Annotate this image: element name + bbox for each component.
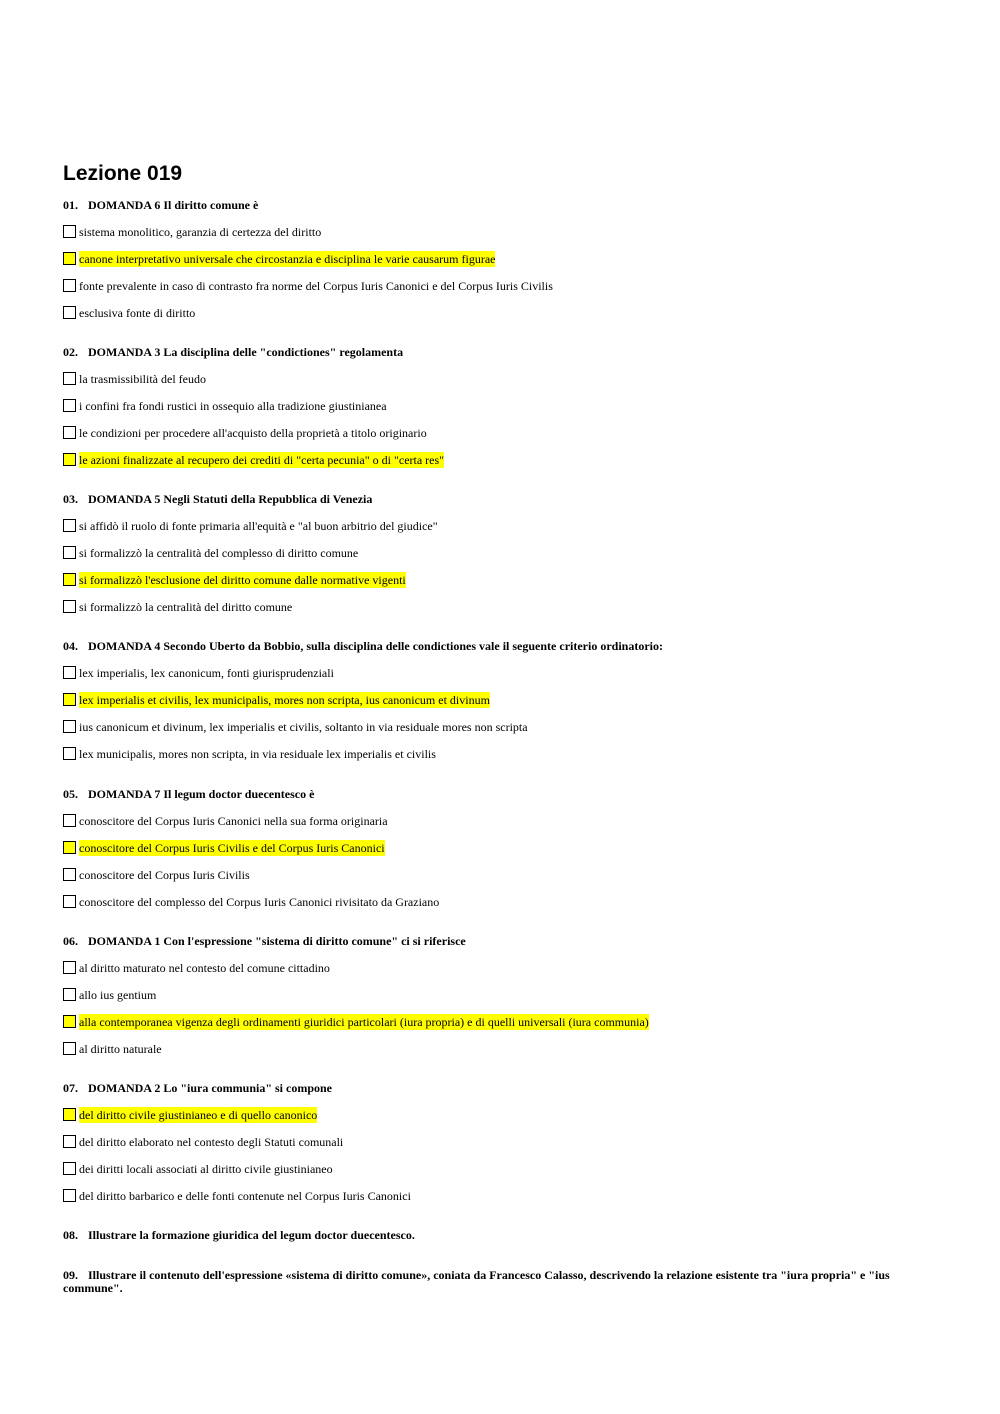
answer-option-correct[interactable] bbox=[63, 1106, 943, 1123]
question-number: 05. bbox=[63, 787, 78, 801]
answer-label: sistema monolitico, garanzia di certezza del diritto bbox=[79, 224, 322, 239]
question-block bbox=[63, 492, 943, 625]
question-heading bbox=[63, 639, 943, 653]
answer-checkbox[interactable] bbox=[63, 1189, 76, 1202]
answer-label: conoscitore del Corpus Iuris Canonici nella sua forma originaria bbox=[79, 813, 388, 828]
answer-option-correct[interactable] bbox=[63, 839, 943, 856]
answer-checkbox[interactable] bbox=[63, 426, 76, 439]
answer-checkbox[interactable] bbox=[63, 225, 76, 238]
answer-label: fonte prevalente in caso di contrasto fra norme del Corpus Iuris Canonici e del Corpus Iuris Civilis bbox=[79, 278, 553, 293]
answer-label: alla contemporanea vigenza degli ordinamenti giuridici particolari (iura propria) e di quelli universali (iura communia) bbox=[79, 1014, 649, 1029]
answer-option[interactable] bbox=[63, 598, 943, 615]
answer-option[interactable] bbox=[63, 544, 943, 561]
question-block bbox=[63, 198, 943, 331]
answer-checkbox[interactable] bbox=[63, 747, 76, 760]
answer-checkbox[interactable] bbox=[63, 306, 76, 319]
question-text: DOMANDA 6 Il diritto comune è bbox=[88, 198, 259, 212]
answer-label: al diritto naturale bbox=[79, 1041, 162, 1056]
answer-option[interactable] bbox=[63, 397, 943, 414]
answer-option[interactable] bbox=[63, 370, 943, 387]
answer-option[interactable] bbox=[63, 1040, 943, 1057]
answer-checkbox[interactable] bbox=[63, 372, 76, 385]
answer-options bbox=[63, 1106, 943, 1204]
answer-label: conoscitore del complesso del Corpus Iuris Canonici rivisitato da Graziano bbox=[79, 894, 440, 909]
answer-option[interactable] bbox=[63, 745, 943, 762]
answer-checkbox[interactable] bbox=[63, 279, 76, 292]
question-text: DOMANDA 4 Secondo Uberto da Bobbio, sulla disciplina delle condictiones vale il seguente criterio ordinatorio: bbox=[88, 639, 663, 653]
answer-label: al diritto maturato nel contesto del comune cittadino bbox=[79, 960, 330, 975]
answer-label: conoscitore del Corpus Iuris Civilis bbox=[79, 867, 250, 882]
question-block bbox=[63, 639, 943, 772]
answer-checkbox[interactable] bbox=[63, 399, 76, 412]
answer-checkbox[interactable] bbox=[63, 1162, 76, 1175]
question-number: 09. bbox=[63, 1268, 78, 1282]
answer-option[interactable] bbox=[63, 959, 943, 976]
question-heading bbox=[63, 934, 943, 948]
open-question bbox=[63, 1229, 943, 1242]
question-text: Illustrare il contenuto dell'espressione «sistema di diritto comune», coniata da Francesco Calasso, descrivendo la relazione esistente tra "iura propria" e "ius commune". bbox=[63, 1268, 890, 1295]
answer-option[interactable] bbox=[63, 424, 943, 441]
question-block bbox=[63, 787, 943, 920]
answer-option[interactable] bbox=[63, 517, 943, 534]
answer-option[interactable] bbox=[63, 664, 943, 681]
answer-options bbox=[63, 223, 943, 321]
answer-checkbox[interactable] bbox=[63, 1015, 76, 1028]
question-number: 06. bbox=[63, 934, 78, 948]
answer-label: lex imperialis et civilis, lex municipalis, mores non scripta, ius canonicum et divinum bbox=[79, 692, 490, 707]
answer-option-correct[interactable] bbox=[63, 691, 943, 708]
answer-options bbox=[63, 812, 943, 910]
answer-option[interactable] bbox=[63, 986, 943, 1003]
answer-checkbox[interactable] bbox=[63, 1042, 76, 1055]
question-text: Illustrare la formazione giuridica del legum doctor duecentesco. bbox=[88, 1228, 415, 1242]
answer-checkbox[interactable] bbox=[63, 814, 76, 827]
question-number: 03. bbox=[63, 492, 78, 506]
question-heading bbox=[63, 787, 943, 801]
answer-checkbox[interactable] bbox=[63, 546, 76, 559]
answer-checkbox[interactable] bbox=[63, 519, 76, 532]
question-number: 02. bbox=[63, 345, 78, 359]
answer-option[interactable] bbox=[63, 304, 943, 321]
answer-options bbox=[63, 370, 943, 468]
question-text: DOMANDA 5 Negli Statuti della Repubblica di Venezia bbox=[88, 492, 373, 506]
answer-label: canone interpretativo universale che circostanzia e disciplina le varie causarum figurae bbox=[79, 251, 496, 266]
answer-checkbox[interactable] bbox=[63, 573, 76, 586]
answer-options bbox=[63, 664, 943, 762]
answer-label: del diritto barbarico e delle fonti contenute nel Corpus Iuris Canonici bbox=[79, 1188, 411, 1203]
question-heading bbox=[63, 345, 943, 359]
question-block bbox=[63, 934, 943, 1067]
answer-options bbox=[63, 517, 943, 615]
lesson-title: Lezione 019 bbox=[63, 162, 183, 185]
answer-label: ius canonicum et divinum, lex imperialis et civilis, soltanto in via residuale mores non scripta bbox=[79, 719, 528, 734]
answer-label: si affidò il ruolo di fonte primaria all'equità e "al buon arbitrio del giudice" bbox=[79, 518, 438, 533]
answer-label: si formalizzò la centralità del complesso di diritto comune bbox=[79, 545, 359, 560]
answer-checkbox[interactable] bbox=[63, 453, 76, 466]
answer-options bbox=[63, 959, 943, 1057]
question-text: DOMANDA 2 Lo "iura communia" si compone bbox=[88, 1081, 332, 1095]
question-number: 08. bbox=[63, 1228, 78, 1242]
answer-checkbox[interactable] bbox=[63, 666, 76, 679]
question-text: DOMANDA 1 Con l'espressione "sistema di diritto comune" ci si riferisce bbox=[88, 934, 466, 948]
answer-checkbox[interactable] bbox=[63, 1108, 76, 1121]
answer-option-correct[interactable] bbox=[63, 250, 943, 267]
answer-option-correct[interactable] bbox=[63, 1013, 943, 1030]
answer-option[interactable] bbox=[63, 1160, 943, 1177]
answer-checkbox[interactable] bbox=[63, 693, 76, 706]
open-question bbox=[63, 1269, 943, 1295]
question-text: DOMANDA 3 La disciplina delle "condictiones" regolamenta bbox=[88, 345, 404, 359]
question-block bbox=[63, 1081, 943, 1214]
answer-checkbox[interactable] bbox=[63, 841, 76, 854]
answer-option[interactable] bbox=[63, 718, 943, 735]
answer-label: allo ius gentium bbox=[79, 987, 157, 1002]
answer-checkbox[interactable] bbox=[63, 988, 76, 1001]
answer-option[interactable] bbox=[63, 866, 943, 883]
answer-option[interactable] bbox=[63, 277, 943, 294]
answer-checkbox[interactable] bbox=[63, 252, 76, 265]
answer-label: lex municipalis, mores non scripta, in via residuale lex imperialis et civilis bbox=[79, 746, 436, 761]
answer-option-correct[interactable] bbox=[63, 451, 943, 468]
answer-option[interactable] bbox=[63, 223, 943, 240]
question-heading bbox=[63, 198, 943, 212]
question-number: 04. bbox=[63, 639, 78, 653]
answer-label: si formalizzò la centralità del diritto comune bbox=[79, 599, 293, 614]
answer-checkbox[interactable] bbox=[63, 961, 76, 974]
answer-checkbox[interactable] bbox=[63, 600, 76, 613]
answer-checkbox[interactable] bbox=[63, 1135, 76, 1148]
question-heading bbox=[63, 1081, 943, 1095]
question-text: DOMANDA 7 Il legum doctor duecentesco è bbox=[88, 787, 315, 801]
answer-label: le azioni finalizzate al recupero dei crediti di "certa pecunia" o di "certa res" bbox=[79, 452, 445, 467]
answer-checkbox[interactable] bbox=[63, 720, 76, 733]
answer-checkbox[interactable] bbox=[63, 868, 76, 881]
answer-label: conoscitore del Corpus Iuris Civilis e del Corpus Iuris Canonici bbox=[79, 840, 385, 855]
answer-label: del diritto civile giustinianeo e di quello canonico bbox=[79, 1107, 318, 1122]
question-heading bbox=[63, 492, 943, 506]
question-number: 01. bbox=[63, 198, 78, 212]
answer-label: del diritto elaborato nel contesto degli Statuti comunali bbox=[79, 1134, 344, 1149]
answer-option-correct[interactable] bbox=[63, 571, 943, 588]
answer-label: i confini fra fondi rustici in ossequio alla tradizione giustinianea bbox=[79, 398, 387, 413]
answer-label: esclusiva fonte di diritto bbox=[79, 305, 196, 320]
answer-label: dei diritti locali associati al diritto civile giustinianeo bbox=[79, 1161, 333, 1176]
answer-checkbox[interactable] bbox=[63, 895, 76, 908]
answer-label: le condizioni per procedere all'acquisto della proprietà a titolo originario bbox=[79, 425, 427, 440]
answer-option[interactable] bbox=[63, 893, 943, 910]
answer-label: la trasmissibilità del feudo bbox=[79, 371, 206, 386]
question-block bbox=[63, 345, 943, 478]
answer-option[interactable] bbox=[63, 1133, 943, 1150]
answer-label: lex imperialis, lex canonicum, fonti giurisprudenziali bbox=[79, 665, 334, 680]
answer-option[interactable] bbox=[63, 1187, 943, 1204]
answer-label: si formalizzò l'esclusione del diritto comune dalle normative vigenti bbox=[79, 572, 406, 587]
question-number: 07. bbox=[63, 1081, 78, 1095]
answer-option[interactable] bbox=[63, 812, 943, 829]
